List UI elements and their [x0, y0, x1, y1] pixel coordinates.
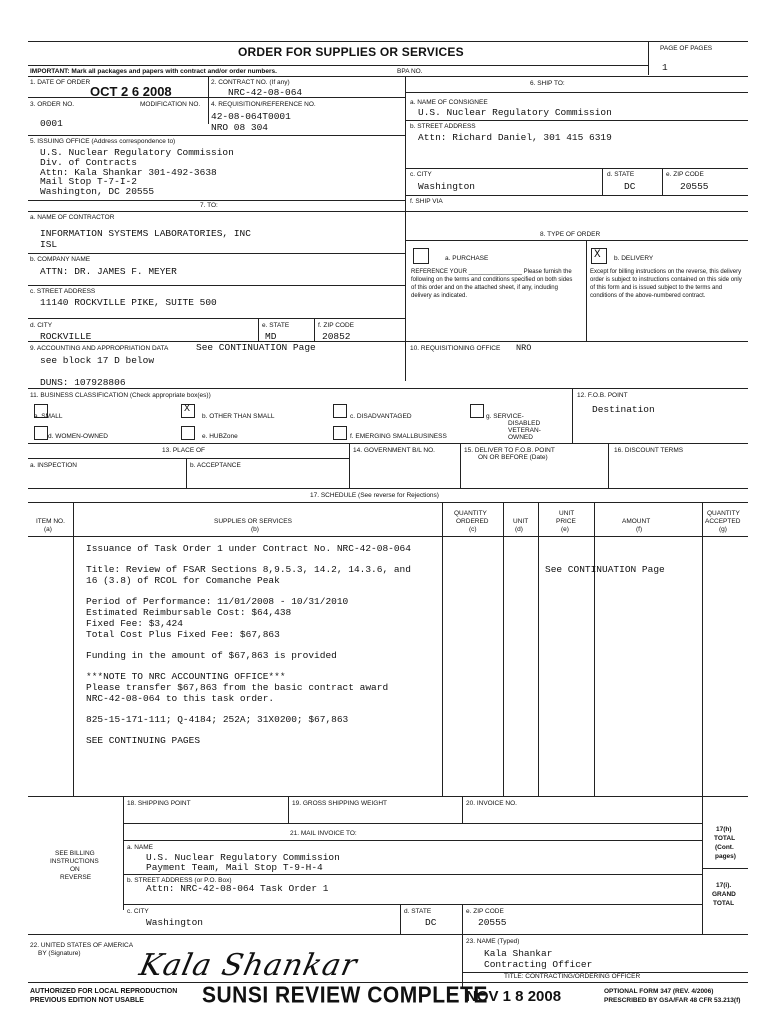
form-title: ORDER FOR SUPPLIES OR SERVICES [238, 45, 464, 59]
invoice-state-value: DC [425, 917, 437, 928]
issuing-office-line-3: Attn: Kala Shankar 301-492-3638 [40, 167, 217, 178]
issuing-office-label: 5. ISSUING OFFICE (Address correspondence to) [30, 138, 176, 145]
hubzone-checkbox[interactable] [181, 426, 195, 440]
schedule-line: SEE CONTINUING PAGES [86, 735, 201, 747]
fob-point-label: 12. F.O.B. POINT [577, 392, 628, 399]
contractor-street-label: c. STREET ADDRESS [30, 288, 96, 295]
grand-total-3: TOTAL [713, 900, 735, 907]
order-no-value: 0001 [40, 118, 63, 129]
invoice-name-label: a. NAME [127, 844, 154, 851]
important-note: IMPORTANT: Mark all packages and papers with contract and/or order numbers. [30, 68, 277, 75]
schedule-line: Funding in the amount of $67,863 is provided [86, 649, 337, 661]
schedule-label: 17. SCHEDULE (See reverse for Rejections) [310, 492, 439, 499]
mail-invoice-label: 21. MAIL INVOICE TO: [290, 830, 357, 837]
requisition-value-2: NRO 08 304 [211, 122, 269, 133]
schedule-line: ***NOTE TO NRC ACCOUNTING OFFICE*** [86, 671, 286, 683]
total-cont-2: TOTAL [714, 835, 736, 842]
contractor-city-value: ROCKVILLE [40, 331, 92, 342]
col-price-1: UNIT [559, 510, 575, 517]
accounting-line-1: see block 17 D below [40, 355, 155, 366]
typed-name-label: 23. NAME (Typed) [466, 938, 520, 945]
invoice-zip-value: 20555 [478, 917, 507, 928]
emerging-small-business-checkbox[interactable] [333, 426, 347, 440]
total-cont-4: pages) [715, 853, 736, 860]
page-of-pages-label: PAGE OF PAGES [660, 45, 713, 52]
other-than-small-mark: X [184, 404, 191, 415]
hubzone-label: e. HUBZone [202, 433, 238, 440]
billing-line-4: REVERSE [60, 874, 92, 881]
authorized-reproduction: AUTHORIZED FOR LOCAL REPRODUCTION [30, 988, 178, 995]
deliver-fob-label-1: 15. DELIVER TO F.O.B. POINT [464, 447, 555, 454]
company-name-label: b. COMPANY NAME [30, 256, 91, 263]
order-no-label: 3. ORDER NO. [30, 101, 75, 108]
company-name-value: ATTN: DR. JAMES F. MEYER [40, 266, 177, 277]
price-note: See CONTINUATION Page [545, 564, 665, 575]
contractor-street-value: 11140 ROCKVILLE PIKE, SUITE 500 [40, 297, 217, 308]
delivery-checkbox-mark: X [594, 249, 601, 261]
invoice-city-label: c. CITY [127, 908, 149, 915]
col-price-sub: (e) [561, 526, 569, 533]
col-qty-1: QUANTITY [454, 510, 487, 517]
col-accepted-2: ACCEPTED [705, 518, 741, 525]
inspection-label: a. INSPECTION [30, 462, 77, 469]
date-of-order-label: 1. DATE OF ORDER [30, 79, 91, 86]
col-item-no: ITEM NO. [36, 518, 65, 525]
contractor-name-label: a. NAME OF CONTRACTOR [30, 214, 115, 221]
col-qty-sub: (c) [469, 526, 477, 533]
col-accepted-1: QUANTITY [707, 510, 740, 517]
signature: Kala Shankar [136, 948, 361, 983]
grand-total-1: 17(i). [716, 882, 732, 889]
accounting-line-2: DUNS: 107928806 [40, 377, 126, 388]
invoice-state-label: d. STATE [404, 908, 432, 915]
women-owned-label: d. WOMEN-OWNED [48, 433, 108, 440]
contract-no-value: NRC-42-08-064 [228, 87, 303, 98]
contractor-name-line-2: ISL [40, 239, 58, 250]
invoice-street-label: b. STREET ADDRESS (or P.O. Box) [127, 877, 232, 884]
service-disabled-label-4: OWNED [508, 434, 533, 441]
purchase-checkbox[interactable] [413, 248, 429, 264]
other-than-small-label: b. OTHER THAN SMALL [202, 413, 275, 420]
col-unit: UNIT [513, 518, 529, 525]
invoice-name-line-2: Payment Team, Mail Stop T-9-H-4 [146, 862, 323, 873]
col-amount-sub: (f) [636, 526, 643, 533]
title-label: TITLE: CONTRACTING/ORDERING OFFICER [504, 973, 641, 980]
gross-weight-label: 19. GROSS SHIPPING WEIGHT [292, 800, 387, 807]
issuing-office-line-2: Div. of Contracts [40, 157, 137, 168]
service-disabled-label-1: g. SERVICE- [486, 413, 524, 420]
women-owned-checkbox[interactable] [34, 426, 48, 440]
ship-zip-value: 20555 [680, 181, 709, 192]
ship-street-value: Attn: Richard Daniel, 301 415 6319 [418, 132, 612, 143]
service-disabled-label-3: VETERAN- [508, 427, 541, 434]
requisition-label: 4. REQUISITION/REFERENCE NO. [211, 101, 316, 108]
consignee-label: a. NAME OF CONSIGNEE [410, 99, 488, 106]
col-qty-2: ORDERED [456, 518, 489, 525]
col-amount: AMOUNT [622, 518, 651, 525]
ship-zip-label: e. ZIP CODE [666, 171, 704, 178]
to-label: 7. TO: [200, 202, 218, 209]
acceptance-label: b. ACCEPTANCE [190, 462, 241, 469]
schedule-line: Total Cost Plus Fixed Fee: $67,863 [86, 628, 280, 640]
accounting-inline-value: See CONTINUATION Page [196, 342, 316, 353]
invoice-name-line-1: U.S. Nuclear Regulatory Commission [146, 852, 340, 863]
typed-title-value: Contracting Officer [484, 959, 593, 970]
billing-line-3: ON [70, 866, 80, 873]
schedule-line: NRC-42-08-064 to this task order. [86, 692, 275, 704]
issuing-office-line-5: Washington, DC 20555 [40, 186, 155, 197]
schedule-line: Fixed Fee: $3,424 [86, 617, 183, 629]
typed-name-value: Kala Shankar [484, 948, 553, 959]
contractor-state-value: MD [265, 331, 277, 342]
delivery-label: b. DELIVERY [614, 255, 654, 262]
other-than-small-checkbox[interactable] [181, 404, 195, 418]
contractor-name-line-1: INFORMATION SYSTEMS LABORATORIES, INC [40, 228, 251, 239]
business-classification-label: 11. BUSINESS CLASSIFICATION (Check appropriate box(es)) [30, 392, 211, 399]
optional-form: OPTIONAL FORM 347 (REV. 4/2006) [604, 988, 714, 995]
ship-street-label: b. STREET ADDRESS [410, 123, 476, 130]
date-of-order-value: OCT 2 6 2008 [90, 84, 172, 99]
ship-state-label: d. STATE [607, 171, 635, 178]
prescribed-by: PRESCRIBED BY GSA/FAR 48 CFR 53.213(f) [604, 997, 741, 1004]
emerging-small-business-label: f. EMERGING SMALLBUSINESS [350, 433, 447, 440]
service-disabled-label-2: DISABLED [508, 420, 541, 427]
delivery-text: Except for billing instructions on the reverse, this delivery order is subject to instructions contained on this side only of this form and is issued subject to the terms and conditions of the above-numbered contract. [590, 269, 742, 299]
schedule-line: Please transfer $67,863 from the basic contract award [86, 681, 389, 693]
contractor-state-label: e. STATE [262, 322, 290, 329]
contractor-zip-value: 20852 [322, 331, 351, 342]
shipping-point-label: 18. SHIPPING POINT [127, 800, 191, 807]
bpa-no-label: BPA NO. [397, 68, 423, 75]
consignee-value: U.S. Nuclear Regulatory Commission [418, 107, 612, 118]
col-item-no-sub: (a) [44, 526, 52, 533]
total-cont-3: (Cont. [715, 844, 734, 851]
requisitioning-office-label: 10. REQUISITIONING OFFICE [410, 345, 501, 352]
col-supplies: SUPPLIES OR SERVICES [214, 518, 292, 525]
schedule-lines [86, 544, 436, 747]
page-number: 1 [662, 62, 668, 73]
schedule-line: Issuance of Task Order 1 under Contract No. NRC-42-08-064 [86, 543, 411, 554]
discount-terms-label: 16. DISCOUNT TERMS [614, 447, 684, 454]
disadvantaged-checkbox[interactable] [333, 404, 347, 418]
reference-text: REFERENCE YOUR ________________ Please furnish the following on the terms and conditions specified on both sides of this order and on the attached sheet, if any, including delivery as indicated. [411, 269, 573, 299]
invoice-zip-label: e. ZIP CODE [466, 908, 504, 915]
fob-point-value: Destination [592, 404, 655, 415]
delivery-checkbox[interactable] [591, 248, 607, 264]
ship-state-value: DC [624, 181, 636, 192]
issuing-office-line-1: U.S. Nuclear Regulatory Commission [40, 147, 234, 158]
requisition-value-1: 42-08-064T0001 [211, 111, 291, 122]
billing-line-2: INSTRUCTIONS [50, 858, 99, 865]
invoice-city-value: Washington [146, 917, 204, 928]
schedule-line: Title: Review of FSAR Sections 8,9.5.3, 14.2, 14.3.6, and [86, 564, 411, 576]
schedule-line: Estimated Reimbursable Cost: $64,438 [86, 607, 292, 619]
sunsi-stamp: SUNSI REVIEW COMPLETE [202, 982, 488, 1009]
type-of-order-label: 8. TYPE OF ORDER [540, 231, 601, 238]
schedule-line: Period of Performance: 11/01/2008 - 10/31/2010 [86, 596, 349, 608]
contractor-city-label: d. CITY [30, 322, 53, 329]
government-bl-label: 14. GOVERNMENT B/L NO. [353, 447, 435, 454]
ship-via-label: f. SHIP VIA [410, 198, 443, 205]
modification-no-label: MODIFICATION NO. [140, 101, 201, 108]
contract-no-label: 2. CONTRACT NO. (If any) [211, 79, 290, 86]
invoice-no-label: 20. INVOICE NO. [466, 800, 517, 807]
ship-city-label: c. CITY [410, 171, 432, 178]
contractor-zip-label: f. ZIP CODE [318, 322, 354, 329]
purchase-label: a. PURCHASE [445, 255, 489, 262]
accounting-label: 9. ACCOUNTING AND APPROPRIATION DATA [30, 345, 169, 352]
total-cont-1: 17(h) [716, 826, 732, 833]
issuing-office-line-4: Mail Stop T-7-I-2 [40, 176, 137, 187]
col-accepted-sub: (g) [719, 526, 727, 533]
service-disabled-checkbox[interactable] [470, 404, 484, 418]
small-label: a. SMALL [34, 413, 63, 420]
col-unit-sub: (d) [515, 526, 523, 533]
signature-label: BY (Signature) [38, 950, 81, 957]
place-of-label: 13. PLACE OF [162, 447, 205, 454]
ship-city-value: Washington [418, 181, 476, 192]
deliver-fob-label-2: ON OR BEFORE (Date) [478, 454, 548, 461]
col-supplies-sub: (b) [251, 526, 259, 533]
usa-label: 22. UNITED STATES OF AMERICA [30, 942, 134, 949]
billing-line-1: SEE BILLING [55, 850, 95, 857]
requisitioning-office-value: NRO [516, 343, 532, 353]
previous-edition: PREVIOUS EDITION NOT USABLE [30, 997, 144, 1004]
schedule-line: 16 (3.8) of RCOL for Comanche Peak [86, 575, 280, 587]
invoice-street-value: Attn: NRC-42-08-064 Task Order 1 [146, 883, 329, 894]
col-price-2: PRICE [556, 518, 576, 525]
grand-total-2: GRAND [712, 891, 736, 898]
disadvantaged-label: c. DISADVANTAGED [350, 413, 412, 420]
ship-to-label: 6. SHIP TO: [530, 80, 565, 87]
date-stamp: NOV 1 8 2008 [466, 988, 562, 1005]
schedule-line: 825-15-171-111; Q-4184; 252A; 31X0200; $67,863 [86, 714, 349, 725]
